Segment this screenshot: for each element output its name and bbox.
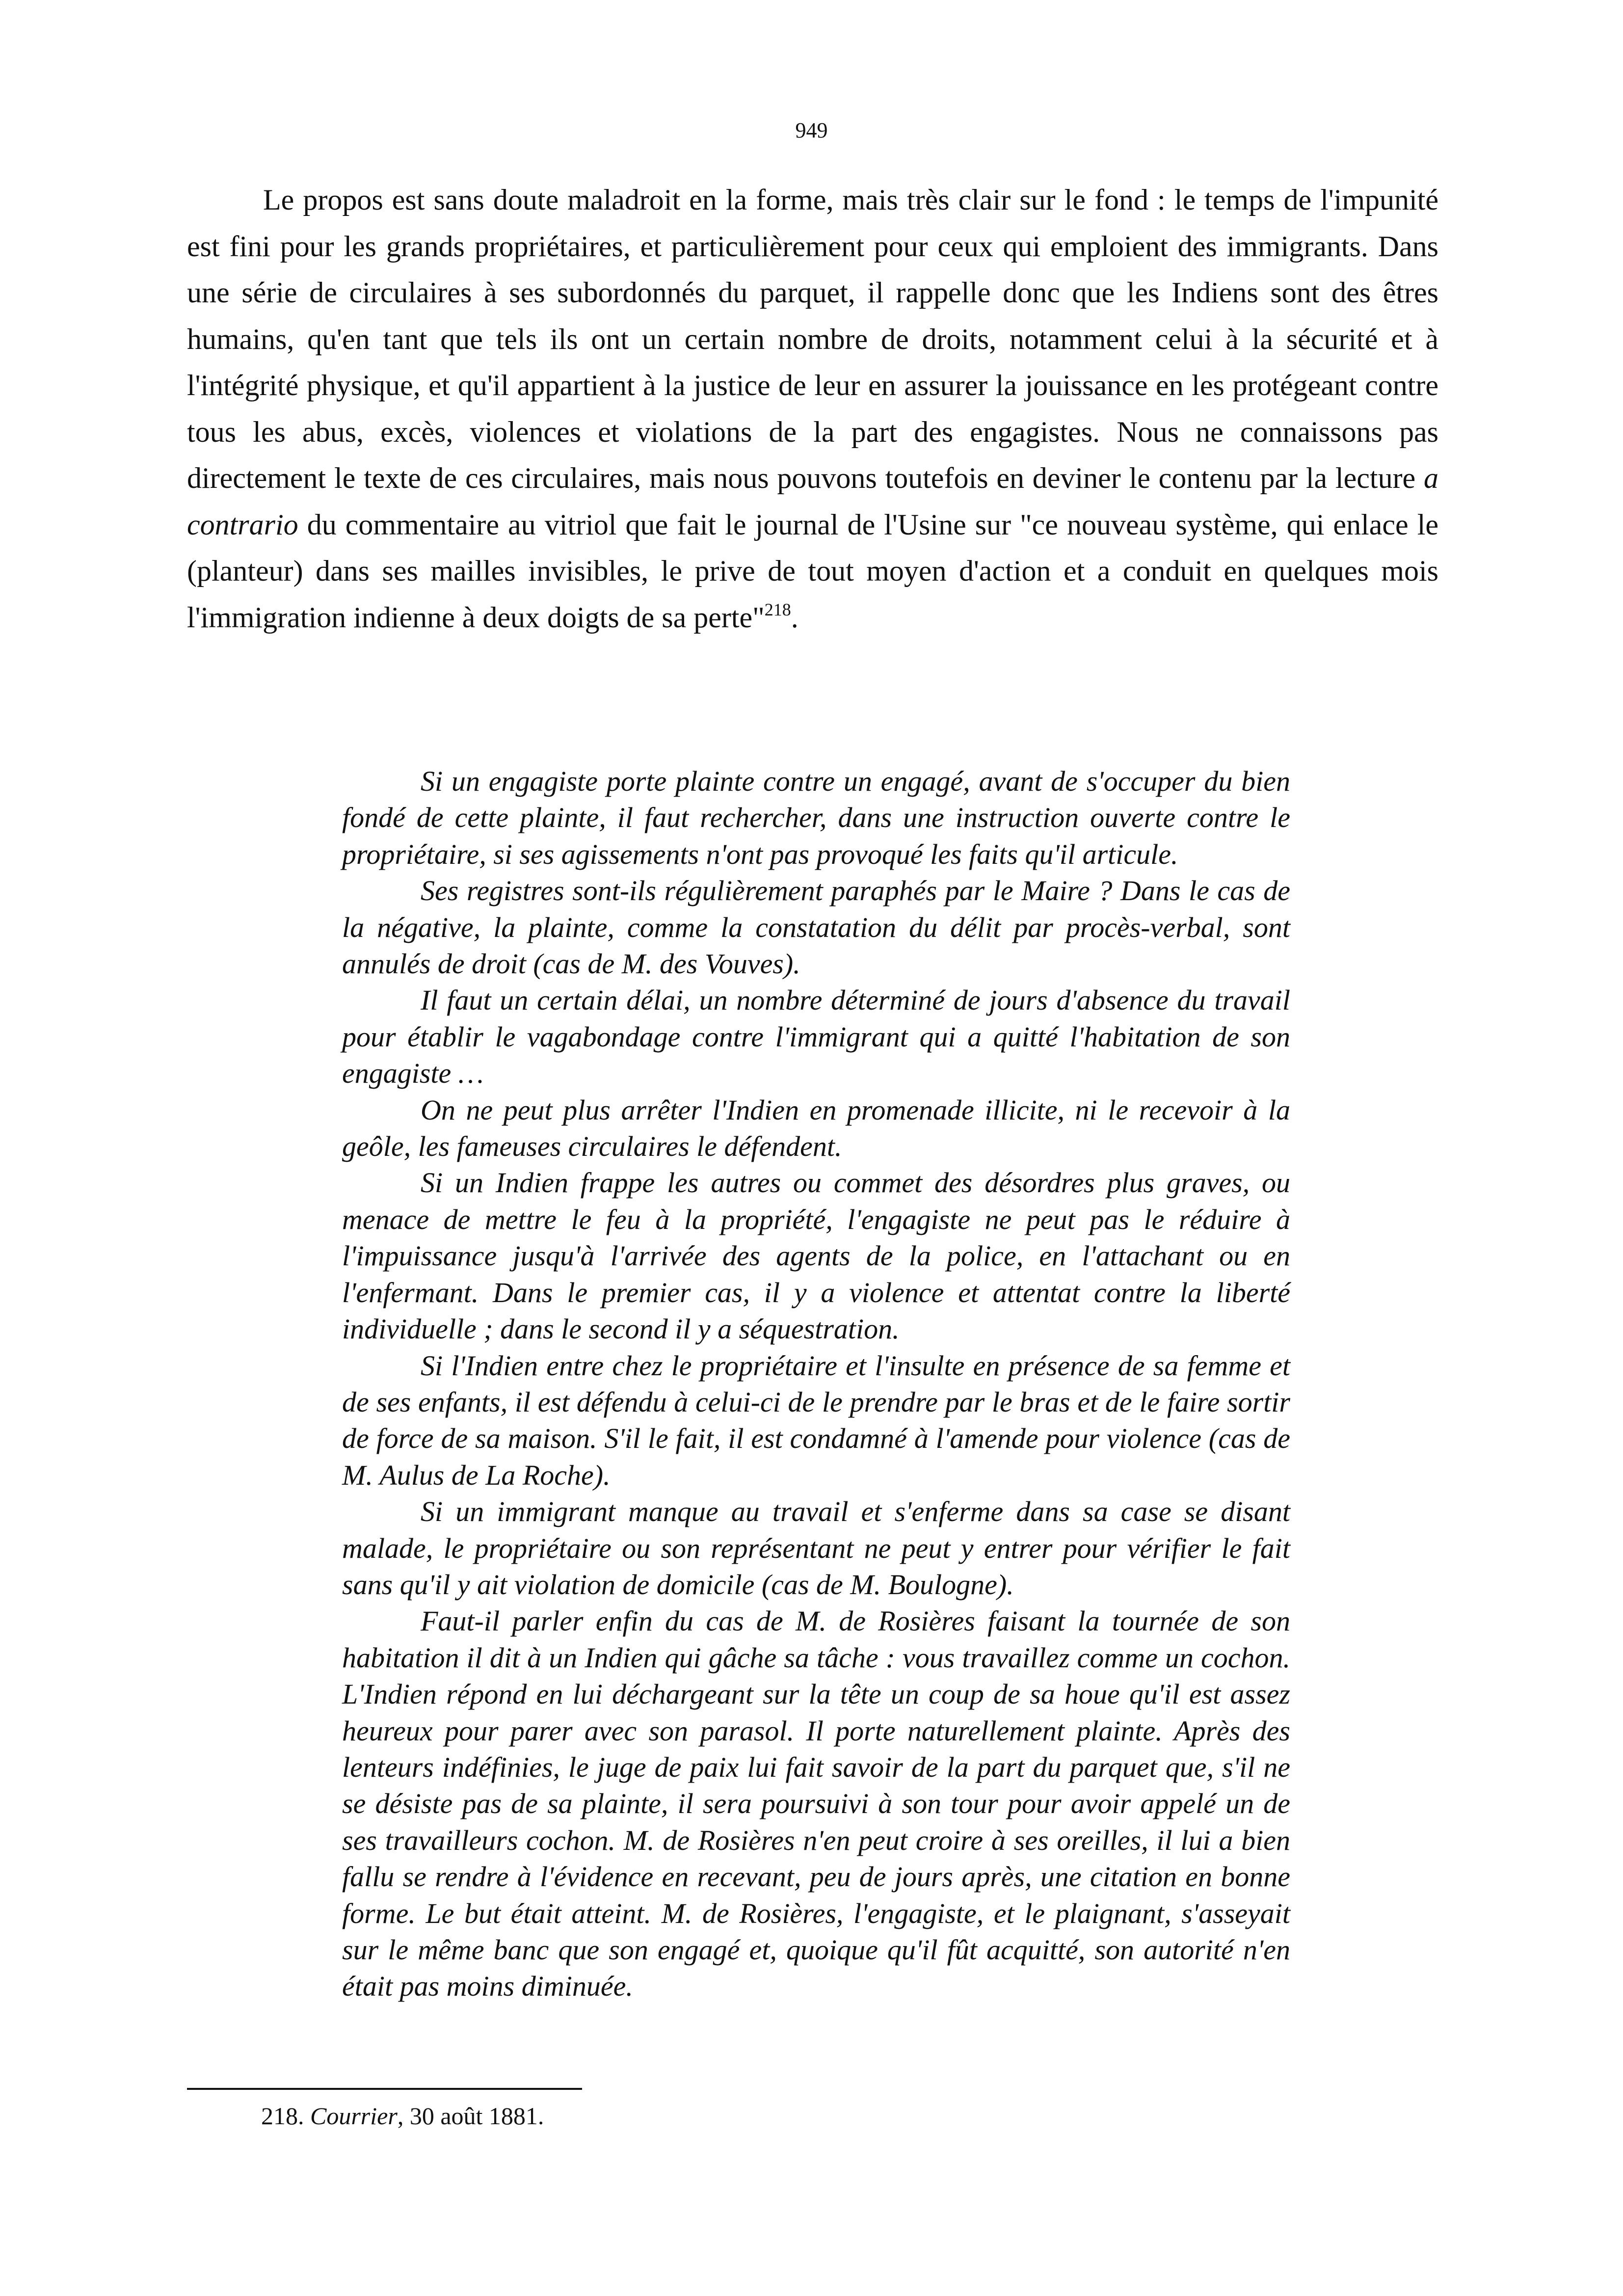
body-text-end: .: [791, 601, 798, 634]
quote-paragraph: On ne peut plus arrêter l'Indien en promenade illicite, ni le recevoir à la geôle, les fameuses circulaires le défendent.: [342, 1094, 1290, 1163]
body-italic-phrase: a contrario: [187, 462, 1438, 541]
footnote-number: 218.: [261, 2102, 304, 2130]
page-number: 949: [795, 118, 828, 142]
quote-paragraph: Faut-il parler enfin du cas de M. de Rosières faisant la tournée de son habitation il dit à un Indien qui gâche sa tâche : vous travaillez comme un cochon. L'Indien répond en lui déchargeant sur la tête un coup de sa houe qu'il est assez heureux pour parer avec son parasol. Il porte naturellement plainte. Après des lenteurs indéfinies, le juge de paix lui fait savoir de la part du parquet que, s'il ne se désiste pas de sa plainte, il sera poursuivi à son tour pour avoir appelé un de ses travailleurs cochon. M. de Rosières n'en peut croire à ses oreilles, il lui a bien fallu se rendre à l'évidence en recevant, peu de jours après, une citation en bonne forme. Le but était atteint. M. de Rosières, l'engagiste, et le plaignant, s'asseyait sur le même banc que son engagé et, quoique qu'il fût acquitté, son autorité n'en était pas moins diminuée.: [342, 1605, 1290, 2002]
body-text-part: du commentaire au vitriol que fait le journal de l'Usine sur "ce nouveau système, qui enlace le (planteur) dans ses mailles invisibles, le prive de tout moyen d'action et a conduit en quelques mois l'immigration indienne à deux doigts de sa perte": [187, 508, 1438, 634]
quote-paragraph: Si l'Indien entre chez le propriétaire et l'insulte en présence de sa femme et de ses enfants, il est défendu à celui-ci de le prendre par le bras et de le faire sortir de force de sa maison. S'il le fait, il est condamné à l'amende pour violence (cas de M. Aulus de La Roche).: [342, 1349, 1290, 1491]
footnote-text: , 30 août 1881.: [397, 2102, 544, 2130]
quote-paragraph: Si un engagiste porte plainte contre un engagé, avant de s'occuper du bien fondé de cette plainte, il faut rechercher, dans une instruction ouverte contre le propriétaire, si ses agissements n'ont pas provoqué les faits qu'il articule.: [342, 765, 1290, 870]
footnote-divider: [187, 2088, 582, 2090]
quote-paragraph: Ses registres sont-ils régulièrement paraphés par le Maire ? Dans le cas de la négative, la plainte, comme la constatation du délit par procès-verbal, sont annulés de droit (cas de M. des Vouves).: [342, 875, 1290, 980]
quote-paragraph: Si un Indien frappe les autres ou commet des désordres plus graves, ou menace de mettre le feu à la propriété, l'engagiste ne peut pas le réduire à l'impuissance jusqu'à l'arrivée des agents de la police, en l'attachant ou en l'enfermant. Dans le premier cas, il y a violence et attentat contre la liberté individuelle ; dans le second il y a séquestration.: [342, 1167, 1290, 1345]
block-quote: [342, 763, 1290, 2005]
footnote-source: Courrier: [310, 2102, 398, 2130]
footnote: [261, 2099, 544, 2133]
footnote-reference[interactable]: 218: [764, 599, 791, 619]
body-text-part: Le propos est sans doute maladroit en la forme, mais très clair sur le fond : le temps de l'impunité est fini pour les grands propriétaires, et particulièrement pour ceux qui emploient des immigrants. Dans une série de circulaires à ses subordonnés du parquet, il rappelle donc que les Indiens sont des êtres humains, qu'en tant que tels ils ont un certain nombre de droits, notamment celui à la sécurité et à l'intégrité physique, et qu'il appartient à la justice de leur en assurer la jouissance en les protégeant contre tous les abus, excès, violences et violations de la part des engagistes. Nous ne connaissons pas directement le texte de ces circulaires, mais nous pouvons toutefois en deviner le contenu par la lecture: [187, 184, 1438, 494]
quote-paragraph: Il faut un certain délai, un nombre déterminé de jours d'absence du travail pour établir le vagabondage contre l'immigrant qui a quitté l'habitation de son engagiste …: [342, 984, 1290, 1090]
body-paragraph: [187, 177, 1438, 641]
quote-paragraph: Si un immigrant manque au travail et s'enferme dans sa case se disant malade, le propriétaire ou son représentant ne peut y entrer pour vérifier le fait sans qu'il y ait violation de domicile (cas de M. Boulogne).: [342, 1495, 1290, 1601]
